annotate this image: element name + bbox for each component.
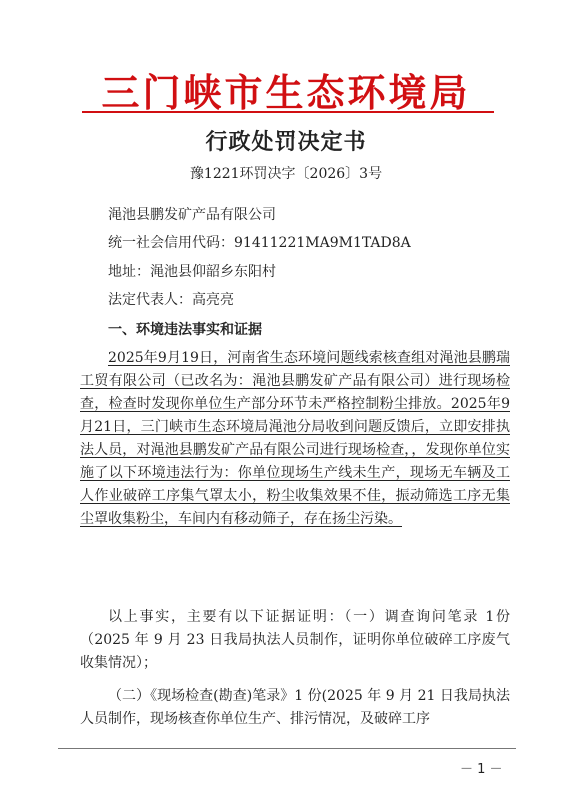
document-number: 豫1221环罚决字〔2026〕3号 bbox=[189, 166, 383, 182]
agency-name: 三门峡市生态环境局 bbox=[101, 73, 471, 115]
legal-representative: 法定代表人：高亮亮 bbox=[108, 292, 234, 308]
section-heading-violations: 一、环境违法事实和证据 bbox=[108, 321, 262, 337]
violation-facts-paragraph bbox=[80, 347, 510, 531]
evidence-intro-paragraph: 以上事实，主要有以下证据证明：（一）调查询问笔录 1份（2025 年 9 月 23 日我局执法人员制作，证明你单位破碎工序废气收集情况）； bbox=[80, 609, 510, 671]
document-title: 行政处罚决定书 bbox=[205, 129, 367, 155]
header-red-rule bbox=[82, 111, 494, 113]
company-name: 渑池县鹏发矿产品有限公司 bbox=[108, 207, 276, 223]
page-number: － 1 － bbox=[460, 762, 503, 777]
violation-facts-text: 2025年9月19日，河南省生态环境问题线索核查组对渑池县鹏瑞工贸有限公司（已改名为：渑池县鹏发矿产品有限公司）进行现场检查，检查时发现你单位生产部分环节未严格控制粉尘排放。2025年9月21日，三门峡市生态环境局渑池分局收到问题反馈后，立即安排执法人员，对渑池县鹏发矿产品有限公司进行现场检查，，发现你单位实施了以下环境违法行为：你单位现场生产线未生产，现场无车辆及工人作业破碎工序集气罩太小，粉尘收集效果不佳，振动筛选工序无集尘罩收集粉尘，车间内有移动筛子，存在扬尘污染。 bbox=[80, 350, 510, 527]
footer-rule bbox=[58, 748, 516, 749]
credit-code: 统一社会信用代码：91411221MA9M1TAD8A bbox=[108, 235, 411, 251]
evidence-item-2: （二）《现场检查(勘查)笔录》1 份(2025 年 9 月 21 日我局执法人员制作，现场核查你单位生产、排污情况，及破碎工序 bbox=[80, 688, 510, 727]
company-address: 地址：渑池县仰韶乡东阳村 bbox=[108, 264, 276, 280]
